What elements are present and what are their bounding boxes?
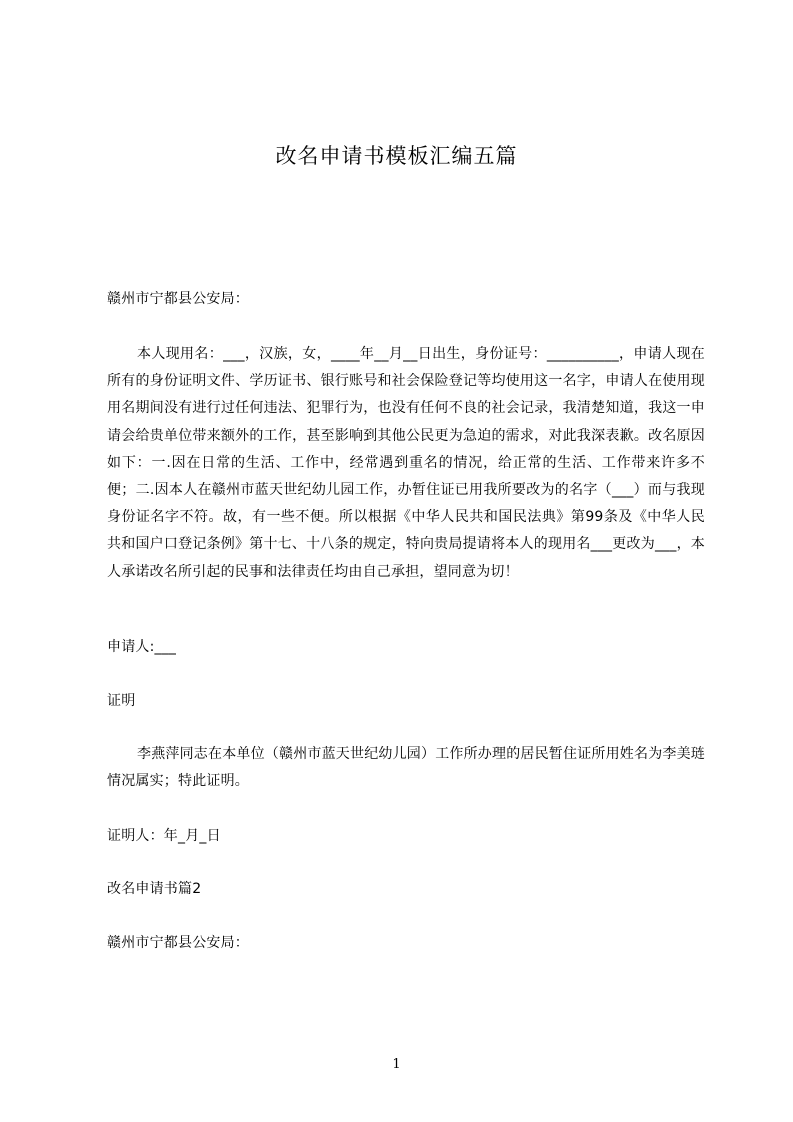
applicant-line: 申请人:___ <box>107 639 177 655</box>
page-number: 1 <box>392 1057 401 1072</box>
section-2-salutation: 赣州市宁都县公安局： <box>107 935 249 951</box>
body-paragraph: 本人现用名：___，汉族，女，____年__月__日出生，身份证号：__________，申请人现在所有的身份证明文件、学历证书、银行账号和社会保险登记等均使用这一名字，申请人在使用现用名期间没有进行过任何违法、犯罪行为，也没有任何不良的社会记录，我清楚知道，我这一申请会给贵单位带来额外的工作，甚至影响到其他公民更为急迫的需求，对此我深表歉。改名原因如下：一.因在日常的生活、工作中，经常遇到重名的情况，给正常的生活、工作带来许多不便；二.因本人在赣州市蓝天世纪幼儿园工作，办暂住证已用我所要改为的名字（___）而与我现身份证名字不符。故，有一些不便。所以根据《中华人民共和国民法典》第99条及《中华人民共和国户口登记条例》第十七、十八条的规定，特向贵局提请将本人的现用名___更改为___，本人承诺改名所引起的民事和法律责任均由自己承担，望同意为切！ <box>107 346 705 580</box>
certificate-body: 李燕萍同志在本单位（赣州市蓝天世纪幼儿园）工作所办理的居民暂住证所用姓名为李美琏情况属实；特此证明。 <box>107 746 705 790</box>
salutation: 赣州市宁都县公安局： <box>107 291 249 307</box>
certificate-heading: 证明 <box>107 693 136 709</box>
document-title: 改名申请书模板汇编五篇 <box>275 144 518 168</box>
section-2-heading: 改名申请书篇2 <box>107 881 202 897</box>
certifier-line: 证明人：年_月_日 <box>107 828 221 844</box>
